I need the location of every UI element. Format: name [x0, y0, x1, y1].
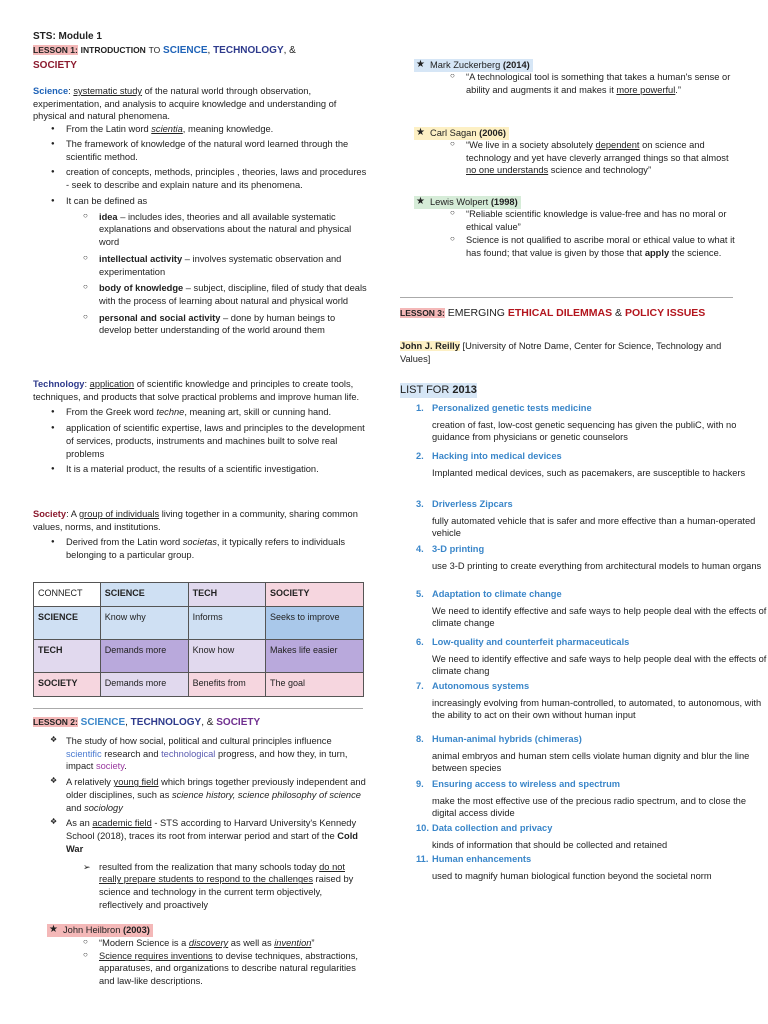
point-underlined: do not really prepare students to respond to the challenges — [99, 861, 345, 885]
table-row — [34, 607, 364, 640]
science-colon: : — [68, 86, 74, 96]
wolpert-heading — [414, 196, 521, 209]
society-term: Society — [33, 509, 67, 519]
lesson3-author-line — [400, 340, 735, 365]
lesson1-comma: , — [207, 45, 211, 56]
technology-definition — [33, 378, 368, 476]
science-bullets — [33, 123, 368, 207]
lesson2-science: SCIENCE — [80, 717, 126, 728]
issue-item — [400, 450, 767, 479]
quote-text: “We live in a society absolutely — [466, 140, 596, 150]
society-underlined: group of individuals — [79, 509, 160, 519]
issue-number: 5. — [416, 589, 424, 599]
issue-title: Autonomous systems — [432, 681, 530, 691]
issue-description: increasingly evolving from human-controlled, to automated, to autonomous, with the ability to act on their own without human input — [432, 697, 762, 721]
technology-bullet — [33, 406, 368, 419]
issue-number: 2. — [416, 451, 424, 461]
table-cell: Demands more — [100, 673, 188, 697]
quote-underlined: Science requires inventions — [99, 950, 213, 961]
lesson2-point — [33, 817, 368, 855]
lesson1-amp: , & — [283, 45, 296, 56]
society-def-text — [33, 508, 368, 533]
table-cell: The goal — [266, 673, 364, 697]
issue-title: Driverless Zipcars — [432, 499, 513, 509]
point-technological: technological — [161, 748, 216, 759]
heilbron-heading — [47, 924, 153, 937]
quote-text: .” — [675, 84, 681, 95]
issue-description: We need to identify effective and safe ways to help people deal with the effects of climate chang — [432, 653, 767, 677]
quote-bold: apply — [644, 248, 670, 259]
science-subitem — [33, 211, 368, 249]
quote-text: science and technology” — [548, 165, 652, 176]
lesson2-tag: LESSON 2: — [33, 717, 78, 727]
table-cell: TECH — [188, 583, 265, 607]
issue-item — [400, 778, 767, 820]
table-cell: Benefits from — [188, 673, 265, 697]
quote-underlined: no one understands — [466, 165, 549, 176]
divider — [33, 708, 363, 709]
quote-italic: discovery — [188, 938, 229, 948]
issue-item — [400, 402, 767, 444]
lesson3-heading — [400, 306, 735, 321]
point-text: resulted from the realization that many schools today — [99, 861, 320, 872]
connect-table — [33, 582, 364, 697]
bullet-text: It is a material product, the results of a scientific investigation. — [66, 464, 319, 475]
bullet-text: , meaning art, skill or cunning hand. — [184, 407, 332, 418]
subitem-text: – done by human beings to develop better understanding of the world around them — [99, 312, 336, 336]
issue-title: 3-D printing — [432, 544, 485, 554]
science-subitem — [33, 282, 368, 307]
table-cell: Makes life easier — [266, 640, 364, 673]
issue-title: Low-quality and counterfeit pharmaceuticals — [432, 637, 630, 647]
issue-number: 11. — [416, 854, 429, 864]
point-underlined: academic field — [92, 818, 152, 829]
wolpert-quote — [400, 234, 735, 259]
issue-description: fully automated vehicle that is safer and more effective than a human-operated vehicle — [432, 515, 756, 539]
issue-number: 8. — [416, 734, 424, 744]
quote-text: ” — [311, 938, 315, 948]
subitem-text: – subject, discipline, filed of study that deals with the process of learning about natural and physical world — [99, 283, 367, 307]
issue-title: Personalized genetic tests medicine — [432, 403, 592, 413]
issue-item — [400, 588, 767, 630]
lesson2-point — [33, 776, 368, 814]
issue-title: Hacking into medical devices — [432, 451, 562, 461]
issue-description: make the most effective use of the precious radio spectrum, and to close the digital access divide — [432, 795, 747, 819]
science-def-text — [33, 85, 368, 123]
society-bullet — [33, 536, 368, 561]
lesson1-society: SOCIETY — [33, 59, 77, 71]
point-bold: Cold War — [66, 831, 358, 854]
point-text: A relatively — [66, 777, 114, 788]
lesson2-technology: TECHNOLOGY — [130, 717, 202, 728]
zuckerberg-year: (2014) — [502, 60, 530, 70]
subitem-term: idea — [99, 211, 118, 222]
lesson3-author: John J. Reilly — [400, 341, 460, 351]
issue-item — [400, 543, 767, 572]
science-bullet — [33, 123, 368, 136]
sagan-name: Carl Sagan — [430, 128, 477, 138]
point-text: - STS according to Harvard University's Kennedy School (2018), traces its root from interwar period and start of the — [66, 818, 357, 842]
issue-title: Human enhancements — [432, 854, 532, 864]
bullet-text: It can be defined as — [66, 195, 148, 206]
lesson1-science: SCIENCE — [163, 45, 208, 56]
bullet-italic: societas — [182, 537, 217, 548]
issue-title: Data collection and privacy — [432, 823, 553, 833]
quote-italic: invention — [274, 938, 312, 948]
lesson1-intro: INTRODUCTION — [80, 45, 146, 55]
lesson3-affiliation: [University of Notre Dame, Center for Science, Technology and Values] — [400, 341, 722, 364]
issue-number: 3. — [416, 499, 424, 509]
list-for: LIST FOR — [400, 384, 450, 396]
point-italic: science history, science philosophy of science — [171, 789, 361, 800]
lesson2-heading: LESSON 2: SCIENCE, TECHNOLOGY, & SOCIETY — [33, 717, 261, 728]
lesson1-to: TO — [148, 45, 161, 55]
point-text: research and — [101, 748, 162, 759]
point-scientific: scientific — [66, 748, 102, 759]
point-text: and — [66, 802, 85, 813]
point-society: society — [95, 761, 125, 772]
issue-item — [400, 636, 767, 678]
subitem-text: – includes ides, theories and all available systematic explanations and observations about the natural and physical word — [99, 211, 352, 248]
issue-number: 9. — [416, 779, 424, 789]
bullet-text: application of scientific expertise, laws and principles to the development of services, products, instruments and machines built to solve real problems — [66, 423, 365, 459]
table-cell: Demands more — [100, 640, 188, 673]
issue-number: 7. — [416, 681, 424, 691]
sagan-quote — [400, 139, 735, 177]
technology-term: Technology — [33, 379, 85, 389]
sagan-heading — [414, 127, 509, 140]
point-text: As an — [66, 818, 93, 829]
sagan-quotes — [400, 139, 735, 177]
point-underlined: young field — [113, 777, 159, 788]
lesson3-tag: LESSON 3: — [400, 308, 445, 318]
quote-text: “Modern Science is a — [99, 938, 189, 948]
wolpert-quotes — [400, 208, 735, 260]
issue-title: Human-animal hybrids (chimeras) — [432, 734, 582, 744]
point-italic: sociology — [84, 802, 123, 813]
issue-item — [400, 853, 767, 882]
table-cell: Informs — [188, 607, 265, 640]
science-term: Science — [33, 86, 69, 96]
bullet-text: From the Latin word — [66, 124, 152, 135]
subitem-term: intellectual activity — [99, 253, 183, 264]
science-subitems — [33, 211, 368, 338]
issue-item — [400, 733, 767, 775]
issue-title: Adaptation to climate change — [432, 589, 562, 599]
quote-underlined: dependent — [595, 140, 640, 150]
lesson2-subpoint — [33, 861, 368, 912]
lesson3-amp: & — [615, 307, 623, 319]
zuckerberg-heading — [414, 59, 533, 72]
issue-description: Implanted medical devices, such as pacemakers, are susceptible to hackers — [432, 467, 746, 478]
bullet-text: Derived from the Latin word — [66, 537, 183, 548]
subitem-text: – involves systematic observation and experimentation — [99, 253, 342, 277]
quote-text: as well as — [228, 938, 275, 948]
table-cell: SCIENCE — [100, 583, 188, 607]
bullet-text: creation of concepts, methods, principles , theories, laws and procedures - seek to describe and explain nature and its phenomena. — [66, 167, 367, 191]
science-definition — [33, 85, 368, 337]
wolpert-name: Lewis Wolpert — [430, 197, 489, 207]
table-cell: TECH — [34, 640, 101, 673]
table-cell: Know how — [188, 640, 265, 673]
subitem-term: personal and social activity — [99, 312, 221, 323]
issue-number: 1. — [416, 403, 424, 413]
point-text: raised by science and technology in the current term objectively, reflectively and proactively — [99, 874, 354, 910]
subitem-term: body of knowledge — [99, 283, 184, 294]
issue-description: used to magnify human biological function beyond the societal norm — [432, 870, 712, 881]
divider — [400, 297, 733, 298]
lesson3-emerging: EMERGING — [447, 307, 505, 319]
society-rest: living together in a community, sharing common values, norms, and institutions. — [33, 509, 358, 532]
table-row — [34, 583, 364, 607]
lesson1-tag: LESSON 1: — [33, 45, 78, 55]
society-definition — [33, 508, 368, 562]
heilbron-quote — [33, 937, 368, 950]
bullet-italic: scientia — [151, 124, 183, 135]
technology-bullet — [33, 422, 368, 460]
quote-text: “Reliable scientific knowledge is value-free and has no moral or ethical value” — [466, 209, 727, 232]
science-bullet — [33, 195, 368, 208]
quote-text: Science is not qualified to ascribe moral or ethical value to what it has found; that value is given by those that — [466, 235, 735, 259]
issue-item — [400, 822, 767, 851]
bullet-text: , it typically refers to individuals belonging to a particular group. — [66, 537, 346, 561]
science-subitem — [33, 312, 368, 337]
society-colon: : A — [66, 509, 80, 519]
lesson2-society: SOCIETY — [216, 717, 261, 728]
technology-rest: of scientific knowledge and principles to create tools, techniques, and products that solve practical problems and improve human life. — [33, 379, 360, 402]
wolpert-quote — [400, 208, 735, 233]
technology-underlined: application — [89, 379, 135, 389]
technology-bullet — [33, 463, 368, 476]
issue-description: use 3-D printing to create everything from architectural models to human organs — [432, 560, 762, 571]
society-bullets — [33, 536, 368, 561]
table-cell: SCIENCE — [34, 607, 101, 640]
quote-underlined: more powerful — [616, 84, 676, 95]
quote-text: “A technological tool is something that takes a human's sense or ability and augments it and makes it — [466, 72, 731, 95]
bullet-text: The framework of knowledge of the natural word learned through the scientific method. — [66, 138, 349, 162]
lesson3-policy: POLICY ISSUES — [624, 307, 706, 319]
table-cell: Know why — [100, 607, 188, 640]
heilbron-quote — [33, 950, 368, 988]
technology-bullets — [33, 406, 368, 476]
table-cell: SOCIETY — [266, 583, 364, 607]
bullet-italic: techne — [156, 407, 185, 418]
zuckerberg-quote — [400, 71, 735, 96]
heilbron-year: (2003) — [122, 925, 150, 935]
heilbron-name: John Heilbron — [63, 925, 121, 935]
table-cell: CONNECT — [34, 583, 101, 607]
point-text: which brings together previously independent and older disciplines, such as — [66, 777, 366, 800]
lesson1-technology: TECHNOLOGY — [213, 45, 284, 56]
issue-item — [400, 498, 767, 540]
issue-description: We need to identify effective and safe ways to help people deal with the effects of climate change — [432, 605, 767, 629]
issue-description: kinds of information that should be collected and retained — [432, 839, 668, 850]
lesson3-ethical: ETHICAL DILEMMAS — [507, 307, 613, 319]
quote-text: on science and technology and yet have cleverly arranged things so that almost — [466, 140, 729, 163]
wolpert-year: (1998) — [490, 197, 518, 207]
star-icon — [47, 924, 153, 937]
technology-def-text — [33, 378, 368, 403]
list-heading — [400, 383, 477, 398]
table-cell: SOCIETY — [34, 673, 101, 697]
quote-text: the science. — [669, 248, 722, 259]
point-text: progress, and how they, in turn, impact — [66, 748, 348, 772]
list-year: 2013 — [452, 384, 477, 396]
zuckerberg-quotes — [400, 71, 735, 96]
module-title: STS: Module 1 — [33, 31, 102, 42]
lesson2-point — [33, 735, 368, 773]
science-bullet — [33, 138, 368, 163]
issue-description: animal embryos and human stem cells violate human dignity and blur the line between species — [432, 750, 750, 774]
heilbron-quotes — [33, 937, 368, 988]
bullet-text: , meaning knowledge. — [182, 124, 274, 135]
point-text: . — [124, 761, 127, 772]
table-cell: Seeks to improve — [266, 607, 364, 640]
issue-item — [400, 680, 767, 722]
issue-number: 10. — [416, 823, 429, 833]
issue-number: 4. — [416, 544, 424, 554]
lesson2-points — [33, 735, 368, 912]
quote-text: to devise techniques, abstractions, apparatuses, and organizations to describe natural regularities and law-like descriptions. — [99, 950, 358, 987]
star-icon — [414, 59, 533, 72]
star-icon — [414, 196, 521, 209]
lesson1-heading — [33, 44, 363, 73]
science-rest: of the natural world through observation, experimentation, and analysis to acquire knowledge and understanding of physical and natural phenomena. — [33, 86, 337, 122]
science-bullet — [33, 166, 368, 191]
table-row — [34, 640, 364, 673]
point-text: The study of how social, political and cultural principles influence — [66, 736, 332, 746]
bullet-text: From the Greek word — [66, 407, 157, 418]
science-subitem — [33, 253, 368, 278]
issue-description: creation of fast, low-cost genetic sequencing has given the publiC, with no guidance from physicians or genetic counselors — [432, 419, 737, 443]
issue-number: 6. — [416, 637, 424, 647]
science-underlined: systematic study — [73, 86, 143, 96]
sagan-year: (2006) — [479, 128, 506, 138]
issue-title: Ensuring access to wireless and spectrum — [432, 779, 621, 789]
technology-colon: : — [84, 379, 90, 389]
zuckerberg-name: Mark Zuckerberg — [430, 60, 501, 70]
table-row — [34, 673, 364, 697]
star-icon — [414, 127, 509, 140]
